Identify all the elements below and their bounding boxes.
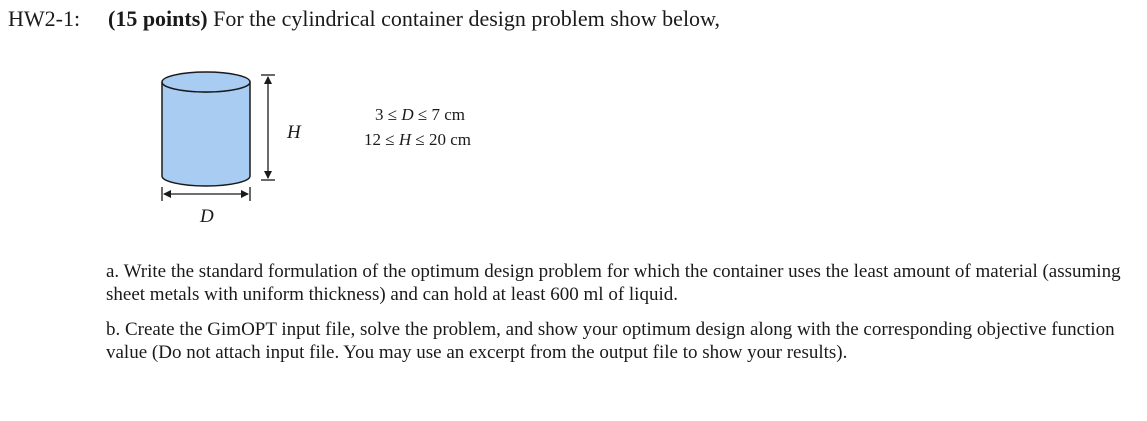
- d-leq-symbol: ≤: [387, 105, 398, 124]
- problem-header: [8, 4, 720, 34]
- d-upper-value: 7: [431, 105, 440, 124]
- h-upper-value: 20: [428, 130, 446, 149]
- diameter-label: D: [200, 206, 214, 227]
- cylinder-diagram: [150, 64, 320, 234]
- diameter-bound: [364, 102, 471, 127]
- question-a: a. Write the standard formulation of the optimum design problem for which the container uses the least amount of material (assuming sheet metals with uniform thickness) and can hold at least 600 ml of liquid.: [106, 261, 1121, 305]
- h-unit: cm: [450, 130, 471, 149]
- problem-intro: For the cylindrical container design problem show below,: [213, 6, 721, 31]
- h-lower-value: 12: [364, 130, 381, 149]
- cylinder-figure: [150, 64, 320, 234]
- cylinder-body: [162, 82, 250, 186]
- h-leq-symbol: ≤: [385, 130, 395, 149]
- h-variable: H: [398, 130, 412, 149]
- height-label: H: [287, 122, 301, 143]
- question-b: b. Create the GimOPT input file, solve the problem, and show your optimum design along with the corresponding objective function value (Do not attach input file. You may use an excerpt from the output file to show your results).: [106, 319, 1115, 363]
- d-variable: D: [401, 105, 414, 124]
- d-unit: cm: [444, 105, 465, 124]
- height-bound: [364, 127, 471, 152]
- h-leq-symbol: ≤: [415, 130, 425, 149]
- d-leq-symbol: ≤: [417, 105, 428, 124]
- cylinder-top: [162, 72, 250, 92]
- d-lower-value: 3: [375, 105, 384, 124]
- problem-number: HW2-1:: [8, 6, 81, 31]
- problem-points: (15 points): [108, 6, 208, 31]
- bounds-block: [364, 102, 471, 152]
